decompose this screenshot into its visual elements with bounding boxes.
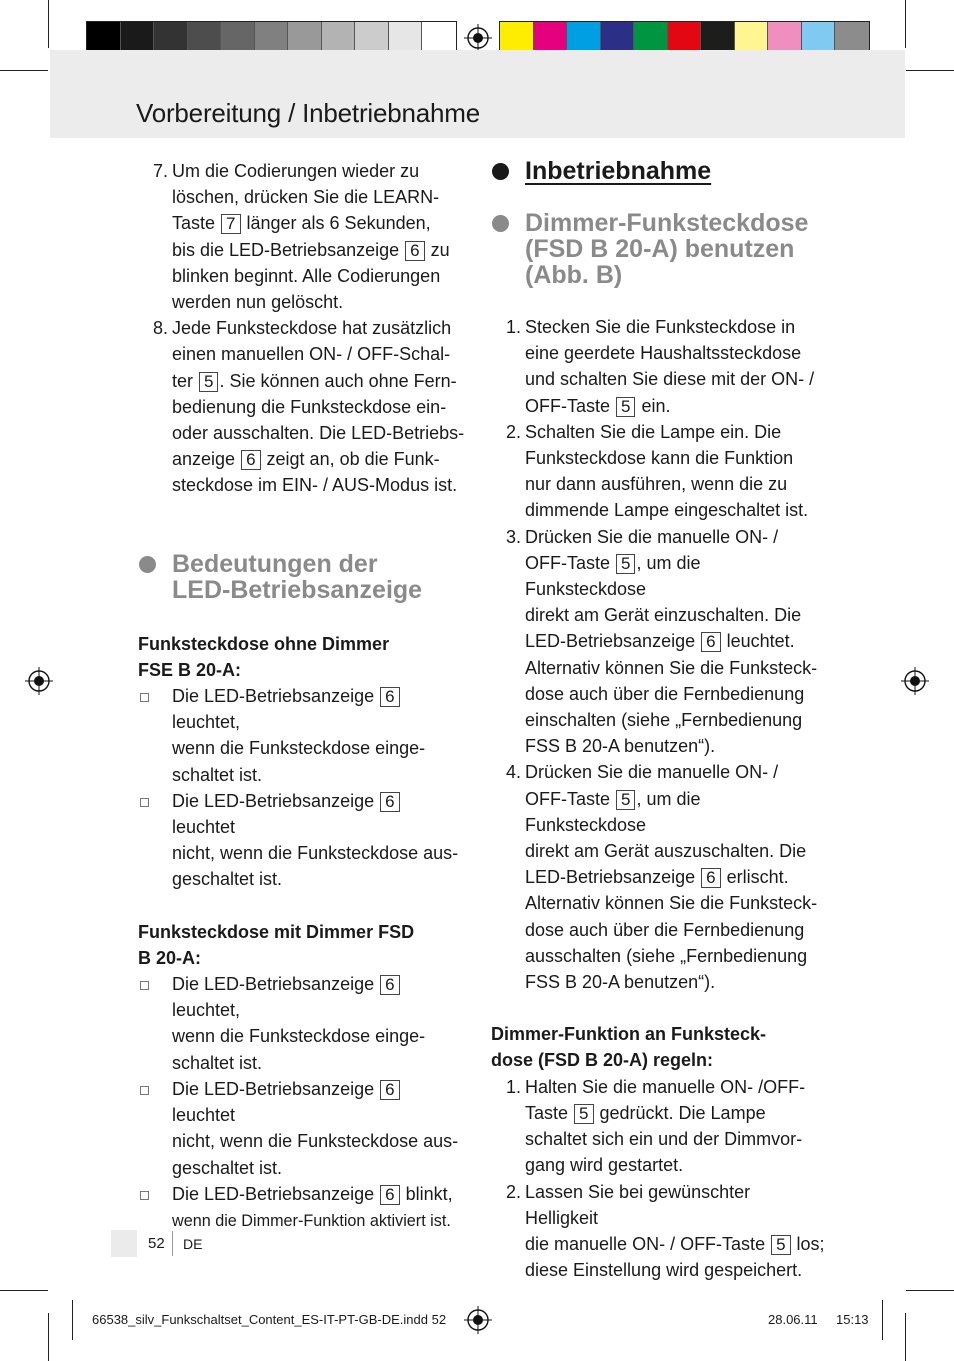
color-swatch <box>567 22 601 53</box>
bullet-dot-icon <box>139 556 156 573</box>
color-swatch <box>534 22 568 53</box>
color-swatch <box>87 22 121 53</box>
left-column <box>138 158 468 1234</box>
bullet-dot-icon <box>492 215 509 232</box>
footer-tab <box>111 1230 137 1257</box>
crop-mark-icon <box>905 0 906 48</box>
crop-mark-icon <box>906 1290 954 1291</box>
list-item: 1. Halten Sie die manuelle ON- /OFF- Taste 5 gedrückt. Die Lampe schaltet sich ein und der Dimmvor- gang wird gestartet. <box>505 1076 806 1176</box>
square-bullet-icon <box>140 981 149 990</box>
subheading-fsd: Funksteckdose mit Dimmer FSD B 20-A: <box>138 921 415 968</box>
color-swatch <box>221 22 255 53</box>
ref-number-box: 6 <box>241 450 260 470</box>
ref-number-box: 6 <box>701 632 720 652</box>
list-item: 1. Stecken Sie die Funksteckdose in eine geerdete Haushaltssteckdose und schalten Sie diese mit der ON- / OFF-Taste 5 ein. <box>505 317 815 416</box>
list-item: 7. Um die Codierungen wieder zu löschen, drücken Sie die LEARN- Taste 7 länger als 6 Sekunden, bis die LED-Betriebsanzeige 6 zu blinken beginnt. Alle Codierungen werden nun gelöscht. <box>152 161 450 313</box>
slug-divider <box>882 1300 883 1340</box>
ref-number-box: 6 <box>380 975 399 995</box>
language-code: DE <box>183 1236 203 1252</box>
crop-mark-icon <box>0 1290 48 1291</box>
color-swatch <box>121 22 155 53</box>
list-item: 2. Lassen Sie bei gewünschter Helligkeit die manuelle ON- / OFF-Taste 5 los; diese Einstellung wird gespeichert. <box>505 1181 825 1281</box>
ref-number-box: 5 <box>616 554 635 574</box>
page-number: 52 <box>148 1235 165 1252</box>
color-swatch <box>835 22 869 53</box>
color-swatch <box>768 22 802 53</box>
color-swatch <box>355 22 389 53</box>
square-bullet-icon <box>140 1191 149 1200</box>
color-swatch <box>735 22 769 53</box>
ref-number-box: 5 <box>771 1235 790 1255</box>
steps-list <box>138 158 468 499</box>
color-swatch <box>500 22 534 53</box>
color-swatch <box>668 22 702 53</box>
ref-number-box: 6 <box>380 792 399 812</box>
crop-mark-icon <box>906 70 954 71</box>
subheading-fse: Funksteckdose ohne Dimmer FSE B 20-A: <box>138 633 390 680</box>
color-swatch <box>288 22 322 53</box>
square-bullet-icon <box>140 693 149 702</box>
ref-number-box: 5 <box>199 372 218 392</box>
ref-number-box: 6 <box>701 868 720 888</box>
fsd-status-list <box>138 971 468 1234</box>
crop-mark-icon <box>905 1313 906 1361</box>
square-bullet-icon <box>140 798 149 807</box>
page-title: Vorbereitung / Inbetriebnahme <box>136 98 480 128</box>
ref-number-box: 5 <box>616 790 635 810</box>
color-swatch <box>601 22 635 53</box>
slug-divider <box>72 1300 73 1340</box>
list-item: 3. Drücken Sie die manuelle ON- / OFF-Taste 5 , um die Funksteckdose direkt am Gerät einzuschalten. Die LED-Betriebsanzeige 6 leuchtet. Alternativ können Sie die Funksteck- dose auch über die Fernbedienung einschalten (siehe „Fernbedienung FSS B 20-A benutzen“). <box>505 526 818 757</box>
ref-number-box: 6 <box>380 1080 399 1100</box>
crop-mark-icon <box>0 70 48 71</box>
section-heading-inbetriebnahme: Inbetriebnahme <box>491 158 826 184</box>
color-swatch <box>634 22 668 53</box>
color-swatch <box>322 22 356 53</box>
color-swatch <box>389 22 423 53</box>
color-swatch <box>154 22 188 53</box>
registration-mark-bottom-icon <box>464 1306 492 1334</box>
list-item: Die LED-Betriebsanzeige 6 leuchtet, wenn die Funksteckdose einge- schaltet ist. <box>138 971 468 1076</box>
section-heading-led: Bedeutungen der LED-Betriebsanzeige <box>138 551 468 603</box>
usage-steps-list <box>491 314 826 995</box>
registration-mark-top-icon <box>464 24 492 52</box>
ref-number-box: 5 <box>574 1104 593 1124</box>
subheading-dimmer-function: Dimmer-Funktion an Funksteck- dose (FSD B 20-A) regeln: <box>491 1024 767 1071</box>
dimmer-steps-list <box>491 1074 826 1284</box>
right-column <box>491 158 826 1283</box>
slug-time: 15:13 <box>836 1312 869 1327</box>
ref-number-box: 6 <box>380 1185 399 1205</box>
fse-status-list <box>138 683 468 893</box>
list-item: 2. Schalten Sie die Lampe ein. Die Funksteckdose kann die Funktion nur dann ausführen, wenn die zu dimmende Lampe eingeschaltet ist. <box>505 421 809 521</box>
list-item: Die LED-Betriebsanzeige 6 blinkt, wenn die Dimmer-Funktion aktiviert ist. <box>138 1181 468 1234</box>
color-swatch <box>802 22 836 53</box>
list-item: Die LED-Betriebsanzeige 6 leuchtet, wenn die Funksteckdose einge- schaltet ist. <box>138 683 468 788</box>
color-swatch <box>255 22 289 53</box>
list-item: 8. Jede Funksteckdose hat zusätzlich einen manuellen ON- / OFF-Schal- ter 5 . Sie können auch ohne Fern- bedienung die Funksteckdose ein- oder ausschalten. Die LED-Betriebs- anzeige 6 zeigt an, ob die Funk- steckdose im EIN- / AUS-Modus ist. <box>152 318 465 496</box>
color-swatch <box>422 22 456 53</box>
crop-mark-icon <box>48 1313 49 1361</box>
ref-number-box: 5 <box>616 397 635 417</box>
crop-mark-icon <box>48 0 49 48</box>
registration-mark-right-icon <box>901 667 929 695</box>
ref-number-box: 6 <box>405 241 424 261</box>
footer-divider <box>172 1231 173 1256</box>
color-swatch <box>188 22 222 53</box>
list-item: 4. Drücken Sie die manuelle ON- / OFF-Taste 5 , um die Funksteckdose direkt am Gerät auszuschalten. Die LED-Betriebsanzeige 6 erlischt. Alternativ können Sie die Funksteck- dose auch über die Fernbedienung ausschalten (siehe „Fernbedienung FSS B 20-A benutzen“). <box>505 762 818 993</box>
ref-number-box: 7 <box>221 214 240 234</box>
slug-filename: 66538_silv_Funkschaltset_Content_ES-IT-PT-GB-DE.indd 52 <box>92 1312 447 1327</box>
slug-date: 28.06.11 <box>768 1312 818 1327</box>
list-item: Die LED-Betriebsanzeige 6 leuchtet nicht, wenn die Funksteckdose aus- geschaltet ist. <box>138 788 468 893</box>
section-heading-dimmer: Dimmer-Funksteckdose (FSD B 20-A) benutzen (Abb. B) <box>491 210 826 288</box>
color-swatch <box>701 22 735 53</box>
registration-mark-left-icon <box>25 667 53 695</box>
ref-number-box: 6 <box>380 687 399 707</box>
square-bullet-icon <box>140 1086 149 1095</box>
list-item: Die LED-Betriebsanzeige 6 leuchtet nicht, wenn die Funksteckdose aus- geschaltet ist. <box>138 1076 468 1181</box>
bullet-dot-icon <box>492 163 509 180</box>
